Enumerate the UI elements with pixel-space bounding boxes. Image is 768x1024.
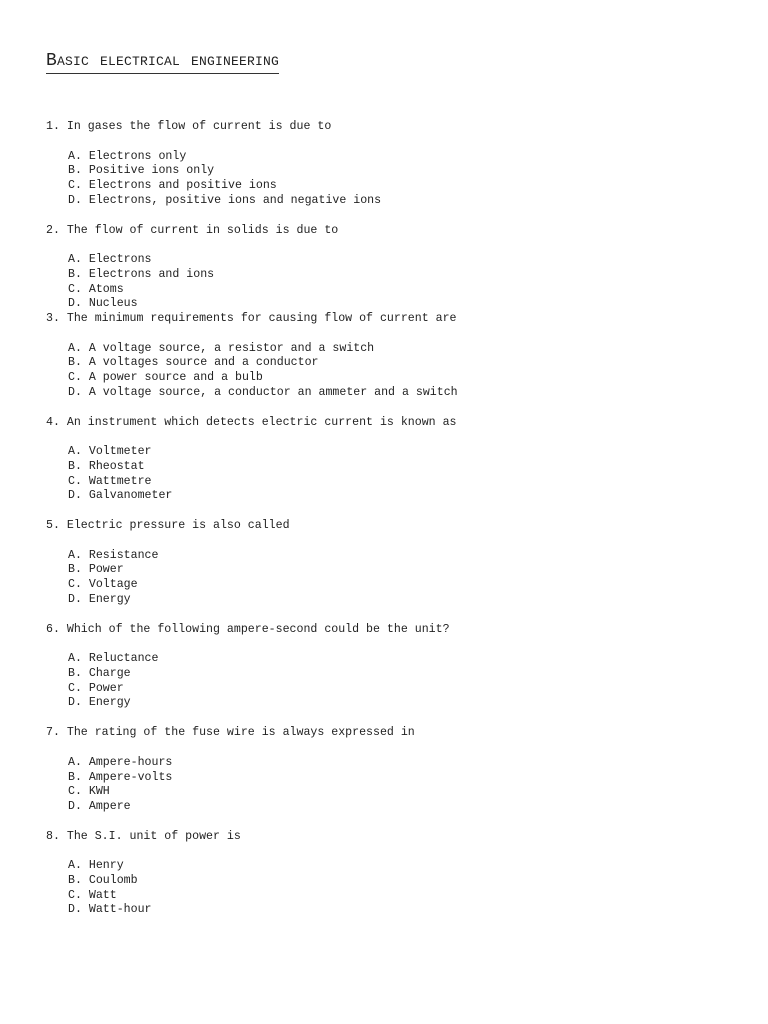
option-c: C. Wattmetre: [68, 474, 152, 488]
option-b: B. A voltages source and a conductor: [68, 356, 319, 370]
question-1: [46, 120, 746, 224]
question-number: 2.: [46, 223, 60, 237]
question-text: Which of the following ampere-second could be the unit?: [66, 622, 450, 636]
page-title: Basic electrical engineering: [46, 50, 279, 74]
option-d: D. Electrons, positive ions and negative ions: [68, 193, 382, 207]
option-d: D. Galvanometer: [68, 489, 173, 503]
question-2: [46, 224, 746, 313]
question-number: 6.: [46, 622, 60, 636]
question-text: The S.I. unit of power is: [66, 829, 241, 843]
options: [46, 859, 746, 918]
options: [46, 652, 746, 711]
option-d: D. Ampere: [68, 799, 131, 813]
question-number: 4.: [46, 415, 60, 429]
option-c: C. Electrons and positive ions: [68, 179, 277, 193]
options: [46, 445, 746, 504]
question-7: [46, 726, 746, 830]
option-d: D. Nucleus: [68, 297, 138, 311]
option-a: A. Reluctance: [68, 652, 159, 666]
question-number: 8.: [46, 829, 60, 843]
option-c: C. Voltage: [68, 578, 138, 592]
options: [46, 756, 746, 815]
option-c: C. KWH: [68, 785, 110, 799]
options: [46, 549, 746, 608]
option-c: C. Power: [68, 681, 124, 695]
option-d: D. A voltage source, a conductor an ammeter and a switch: [68, 385, 458, 399]
option-b: B. Power: [68, 563, 124, 577]
option-a: A. Electrons: [68, 253, 152, 267]
option-c: C. Watt: [68, 888, 117, 902]
option-d: D. Energy: [68, 592, 131, 606]
question-number: 7.: [46, 726, 60, 740]
question-8: [46, 830, 746, 919]
options: [46, 342, 746, 401]
option-a: A. A voltage source, a resistor and a switch: [68, 341, 375, 355]
question-5: [46, 519, 746, 623]
option-b: B. Ampere-volts: [68, 770, 173, 784]
question-number: 1.: [46, 120, 60, 133]
option-b: B. Charge: [68, 666, 131, 680]
question-text: The minimum requirements for causing flow of current are: [66, 312, 457, 326]
option-a: A. Resistance: [68, 548, 159, 562]
question-list: [46, 120, 746, 918]
option-b: B. Positive ions only: [68, 164, 215, 178]
option-b: B. Electrons and ions: [68, 267, 215, 281]
option-c: C. A power source and a bulb: [68, 371, 263, 385]
question-text: Electric pressure is also called: [66, 519, 290, 533]
option-c: C. Atoms: [68, 282, 124, 296]
question-number: 5.: [46, 519, 60, 533]
option-d: D. Watt-hour: [68, 903, 152, 917]
option-b: B. Rheostat: [68, 459, 145, 473]
option-d: D. Energy: [68, 696, 131, 710]
question-4: [46, 416, 746, 520]
options: [46, 150, 746, 209]
options: [46, 253, 746, 312]
question-text: In gases the flow of current is due to: [66, 120, 332, 133]
option-a: A. Electrons only: [68, 149, 187, 163]
option-a: A. Voltmeter: [68, 445, 152, 459]
question-3: [46, 312, 746, 416]
question-text: An instrument which detects electric current is known as: [66, 415, 457, 429]
question-text: The rating of the fuse wire is always expressed in: [66, 726, 415, 740]
option-b: B. Coulomb: [68, 874, 138, 888]
question-6: [46, 623, 746, 727]
question-number: 3.: [46, 312, 60, 326]
option-a: A. Henry: [68, 859, 124, 873]
option-a: A. Ampere-hours: [68, 755, 173, 769]
question-text: The flow of current in solids is due to: [66, 223, 339, 237]
